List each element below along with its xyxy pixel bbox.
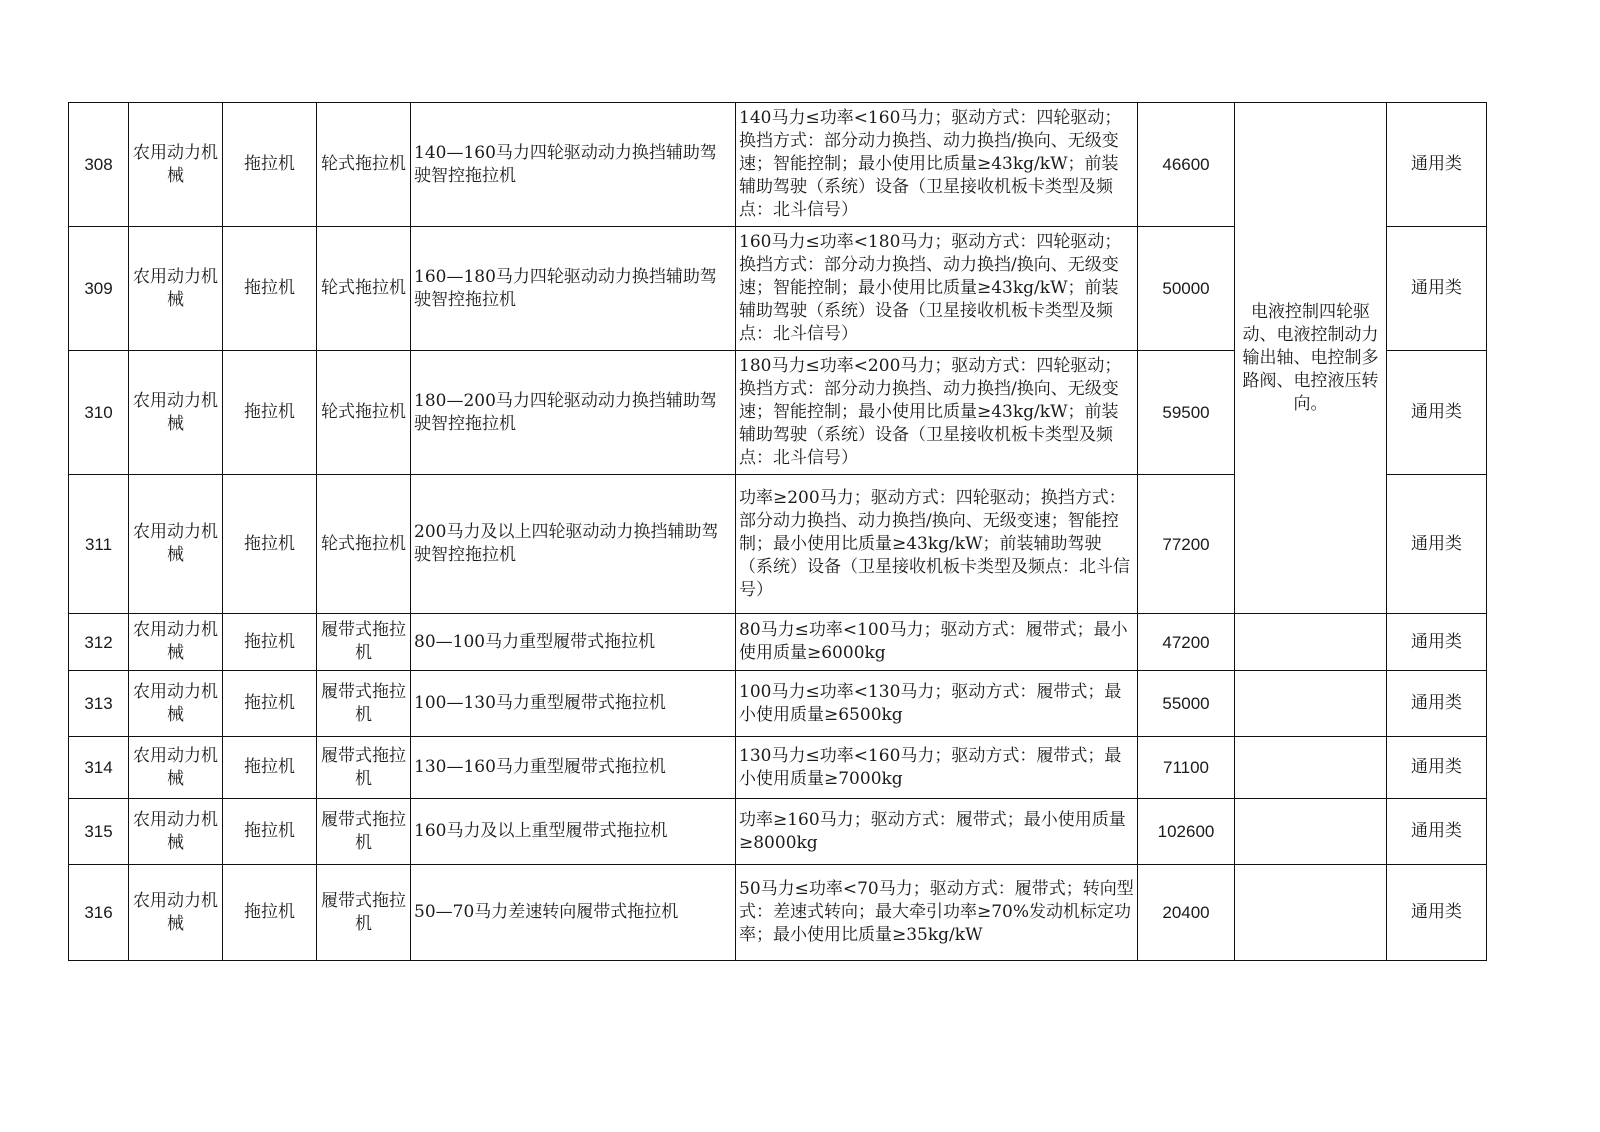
table-row <box>69 865 1487 961</box>
empty-note <box>1235 865 1387 961</box>
category-1: 农用动力机械 <box>129 351 223 475</box>
subsidy-amount: 50000 <box>1138 227 1235 351</box>
category-2: 拖拉机 <box>223 614 317 671</box>
item-name: 160—180马力四轮驱动动力换挡辅助驾驶智控拖拉机 <box>411 227 736 351</box>
subsidy-amount: 71100 <box>1138 737 1235 799</box>
category-1: 农用动力机械 <box>129 737 223 799</box>
row-number: 308 <box>69 103 129 227</box>
row-number: 314 <box>69 737 129 799</box>
category-3: 履带式拖拉机 <box>317 865 411 961</box>
subsidy-table <box>68 102 1487 961</box>
subsidy-amount: 102600 <box>1138 799 1235 865</box>
item-type: 通用类 <box>1387 351 1487 475</box>
table-row <box>69 103 1487 227</box>
subsidy-amount: 46600 <box>1138 103 1235 227</box>
row-number: 312 <box>69 614 129 671</box>
item-name: 140—160马力四轮驱动动力换挡辅助驾驶智控拖拉机 <box>411 103 736 227</box>
item-spec: 180马力≤功率<200马力；驱动方式：四轮驱动；换挡方式：部分动力换挡、动力换挡/换向、无级变速；智能控制；最小使用比质量≥43kg/kW；前装辅助驾驶（系统）设备（卫星接收机板卡类型及频点：北斗信号） <box>736 351 1138 475</box>
item-type: 通用类 <box>1387 227 1487 351</box>
item-spec: 50马力≤功率<70马力；驱动方式：履带式；转向型式：差速式转向；最大牵引功率≥70%发动机标定功率；最小使用比质量≥35kg/kW <box>736 865 1138 961</box>
row-number: 316 <box>69 865 129 961</box>
category-3: 履带式拖拉机 <box>317 671 411 737</box>
empty-note <box>1235 799 1387 865</box>
category-1: 农用动力机械 <box>129 614 223 671</box>
category-2: 拖拉机 <box>223 799 317 865</box>
item-spec: 80马力≤功率<100马力；驱动方式：履带式；最小使用质量≥6000kg <box>736 614 1138 671</box>
item-spec: 130马力≤功率<160马力；驱动方式：履带式；最小使用质量≥7000kg <box>736 737 1138 799</box>
category-3: 轮式拖拉机 <box>317 475 411 614</box>
item-type: 通用类 <box>1387 865 1487 961</box>
subsidy-amount: 20400 <box>1138 865 1235 961</box>
item-spec: 功率≥160马力；驱动方式：履带式；最小使用质量≥8000kg <box>736 799 1138 865</box>
item-name: 100—130马力重型履带式拖拉机 <box>411 671 736 737</box>
category-1: 农用动力机械 <box>129 103 223 227</box>
item-spec: 140马力≤功率<160马力；驱动方式：四轮驱动；换挡方式：部分动力换挡、动力换挡/换向、无级变速；智能控制；最小使用比质量≥43kg/kW；前装辅助驾驶（系统）设备（卫星接收机板卡类型及频点：北斗信号） <box>736 103 1138 227</box>
category-2: 拖拉机 <box>223 737 317 799</box>
subsidy-amount: 59500 <box>1138 351 1235 475</box>
category-2: 拖拉机 <box>223 865 317 961</box>
category-3: 履带式拖拉机 <box>317 737 411 799</box>
item-spec: 160马力≤功率<180马力；驱动方式：四轮驱动；换挡方式：部分动力换挡、动力换挡/换向、无级变速；智能控制；最小使用比质量≥43kg/kW；前装辅助驾驶（系统）设备（卫星接收机板卡类型及频点：北斗信号） <box>736 227 1138 351</box>
row-number: 315 <box>69 799 129 865</box>
item-name: 160马力及以上重型履带式拖拉机 <box>411 799 736 865</box>
item-spec: 功率≥200马力；驱动方式：四轮驱动；换挡方式：部分动力换挡、动力换挡/换向、无级变速；智能控制；最小使用比质量≥43kg/kW；前装辅助驾驶（系统）设备（卫星接收机板卡类型及频点：北斗信号） <box>736 475 1138 614</box>
item-type: 通用类 <box>1387 475 1487 614</box>
category-3: 履带式拖拉机 <box>317 614 411 671</box>
category-2: 拖拉机 <box>223 671 317 737</box>
item-spec: 100马力≤功率<130马力；驱动方式：履带式；最小使用质量≥6500kg <box>736 671 1138 737</box>
item-type: 通用类 <box>1387 737 1487 799</box>
item-type: 通用类 <box>1387 671 1487 737</box>
item-type: 通用类 <box>1387 614 1487 671</box>
item-name: 80—100马力重型履带式拖拉机 <box>411 614 736 671</box>
row-number: 309 <box>69 227 129 351</box>
category-1: 农用动力机械 <box>129 475 223 614</box>
category-2: 拖拉机 <box>223 103 317 227</box>
empty-note <box>1235 614 1387 671</box>
category-1: 农用动力机械 <box>129 227 223 351</box>
category-1: 农用动力机械 <box>129 671 223 737</box>
subsidy-amount: 77200 <box>1138 475 1235 614</box>
item-type: 通用类 <box>1387 103 1487 227</box>
category-3: 履带式拖拉机 <box>317 799 411 865</box>
category-1: 农用动力机械 <box>129 865 223 961</box>
category-2: 拖拉机 <box>223 475 317 614</box>
row-number: 310 <box>69 351 129 475</box>
category-1: 农用动力机械 <box>129 799 223 865</box>
item-name: 200马力及以上四轮驱动动力换挡辅助驾驶智控拖拉机 <box>411 475 736 614</box>
category-3: 轮式拖拉机 <box>317 227 411 351</box>
table-row <box>69 737 1487 799</box>
item-type: 通用类 <box>1387 799 1487 865</box>
empty-note <box>1235 671 1387 737</box>
category-3: 轮式拖拉机 <box>317 103 411 227</box>
merged-note: 电液控制四轮驱动、电液控制动力输出轴、电控制多路阀、电控液压转向。 <box>1235 103 1387 614</box>
category-2: 拖拉机 <box>223 351 317 475</box>
category-3: 轮式拖拉机 <box>317 351 411 475</box>
category-2: 拖拉机 <box>223 227 317 351</box>
empty-note <box>1235 737 1387 799</box>
table-row <box>69 614 1487 671</box>
row-number: 311 <box>69 475 129 614</box>
table-row <box>69 799 1487 865</box>
item-name: 180—200马力四轮驱动动力换挡辅助驾驶智控拖拉机 <box>411 351 736 475</box>
row-number: 313 <box>69 671 129 737</box>
table-row <box>69 671 1487 737</box>
item-name: 130—160马力重型履带式拖拉机 <box>411 737 736 799</box>
subsidy-amount: 55000 <box>1138 671 1235 737</box>
item-name: 50—70马力差速转向履带式拖拉机 <box>411 865 736 961</box>
subsidy-amount: 47200 <box>1138 614 1235 671</box>
